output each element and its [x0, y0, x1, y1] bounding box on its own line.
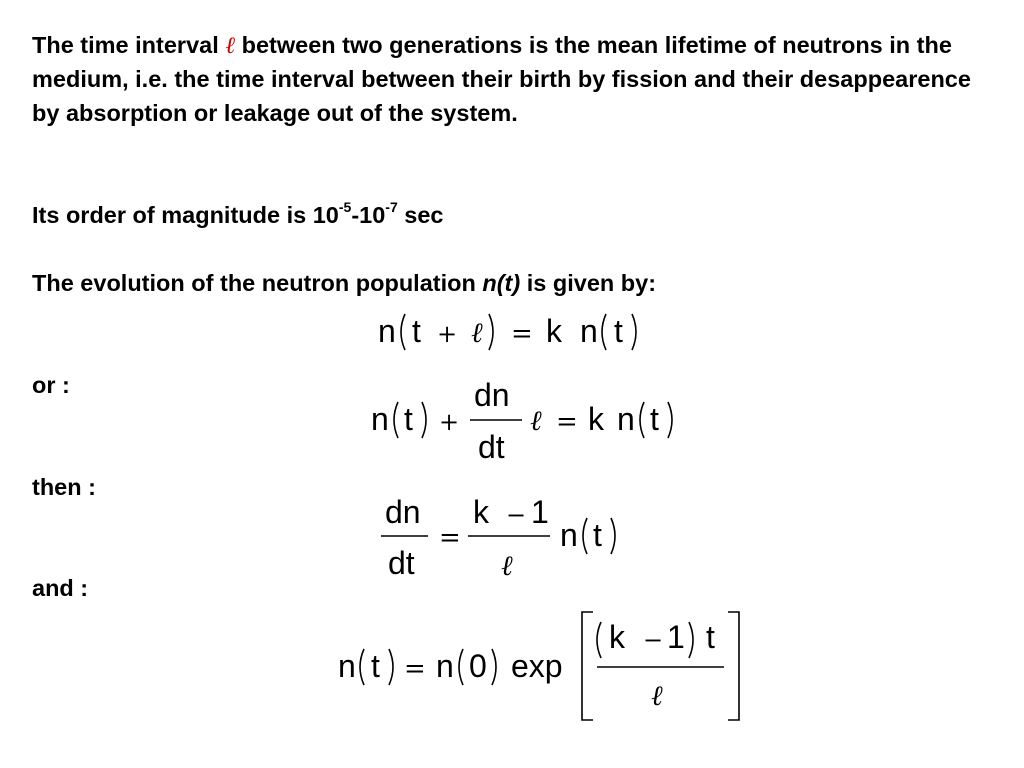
eq4-one: 1 — [667, 619, 685, 655]
equation-1 — [378, 313, 636, 350]
eq4-n2: n — [436, 648, 454, 684]
eq3-denominator: dt — [388, 545, 415, 581]
eq3-paren-close — [611, 518, 615, 554]
eq3-paren-open — [583, 518, 587, 554]
eq2-ell: ℓ — [530, 404, 542, 437]
eq1-t2: t — [614, 313, 623, 349]
eq4-bracket-close — [728, 612, 739, 720]
eq1-paren-open — [401, 314, 405, 350]
eq4-ell: ℓ — [651, 679, 663, 712]
equation-4 — [338, 612, 739, 720]
eq4-k: k — [609, 619, 625, 655]
eq1-n: n — [378, 313, 396, 349]
eq1-plus: + — [437, 320, 458, 348]
eq1-t: t — [412, 313, 421, 349]
eq4-paren-close — [389, 649, 393, 685]
label-or: or : — [32, 372, 70, 398]
eq4-inner-paren-open — [597, 622, 601, 658]
eq4-equals: = — [404, 654, 426, 684]
magnitude-middle: -10 — [351, 202, 386, 228]
eq2-t: t — [404, 401, 413, 437]
eq3-ell: ℓ — [501, 549, 513, 582]
eq2-paren-close-2 — [668, 402, 672, 438]
evolution-variable: n(t) — [482, 270, 521, 296]
magnitude-prefix: Its order of magnitude is 10 — [32, 202, 339, 228]
eq4-t: t — [371, 648, 380, 684]
eq2-k: k — [588, 401, 604, 437]
eq1-ell: ℓ — [471, 316, 483, 349]
eq2-t2: t — [650, 401, 659, 437]
eq4-zero: 0 — [469, 648, 487, 684]
eq1-paren-open-2 — [602, 314, 606, 350]
eq4-inner-paren-close — [689, 622, 693, 658]
eq4-paren-close-2 — [492, 649, 496, 685]
eq3-equals: = — [439, 523, 461, 553]
eq2-numerator: dn — [474, 377, 510, 413]
eq2-paren-open-2 — [640, 402, 644, 438]
eq1-paren-close — [489, 314, 493, 350]
eq1-equals: = — [511, 319, 533, 349]
eq4-n: n — [338, 648, 356, 684]
eq3-minus: − — [506, 501, 527, 529]
eq2-plus: + — [439, 408, 460, 436]
eq2-equals: = — [556, 407, 578, 437]
eq3-one: 1 — [531, 494, 549, 530]
eq3-n: n — [560, 517, 578, 553]
eq3-numerator: dn — [385, 494, 421, 530]
eq4-t2: t — [706, 619, 715, 655]
eq1-n2: n — [580, 313, 598, 349]
ell-symbol: ℓ — [225, 31, 236, 59]
eq4-bracket-open — [582, 612, 593, 720]
eq2-n: n — [371, 401, 389, 437]
equation-3 — [381, 494, 615, 582]
eq2-paren-close — [422, 402, 426, 438]
intro-text-part2: between two generations is the mean lifetime of neutrons in the medium, i.e. the time interval between their birth by fission and their desappearence by absorption or leakage out of the system. — [32, 32, 971, 126]
label-and: and : — [32, 575, 89, 601]
eq4-paren-open-2 — [459, 649, 463, 685]
eq1-paren-close-2 — [632, 314, 636, 350]
eq3-t: t — [593, 517, 602, 553]
magnitude-suffix: sec — [397, 202, 444, 228]
eq2-paren-open — [394, 402, 398, 438]
label-then: then : — [32, 474, 96, 500]
evolution-prefix: The evolution of the neutron population — [32, 270, 483, 296]
equation-2 — [371, 377, 672, 465]
eq4-exp: exp — [511, 648, 563, 684]
eq4-minus: − — [643, 626, 664, 654]
exponent-1: -5 — [338, 199, 352, 216]
eq4-paren-open — [360, 649, 364, 685]
exponent-2: -7 — [385, 199, 398, 216]
eq2-denominator: dt — [478, 429, 505, 465]
eq2-n2: n — [617, 401, 635, 437]
eq1-k: k — [546, 313, 562, 349]
intro-text-part1: The time interval — [32, 32, 226, 58]
eq3-k: k — [473, 494, 489, 530]
evolution-suffix: is given by: — [520, 270, 657, 296]
